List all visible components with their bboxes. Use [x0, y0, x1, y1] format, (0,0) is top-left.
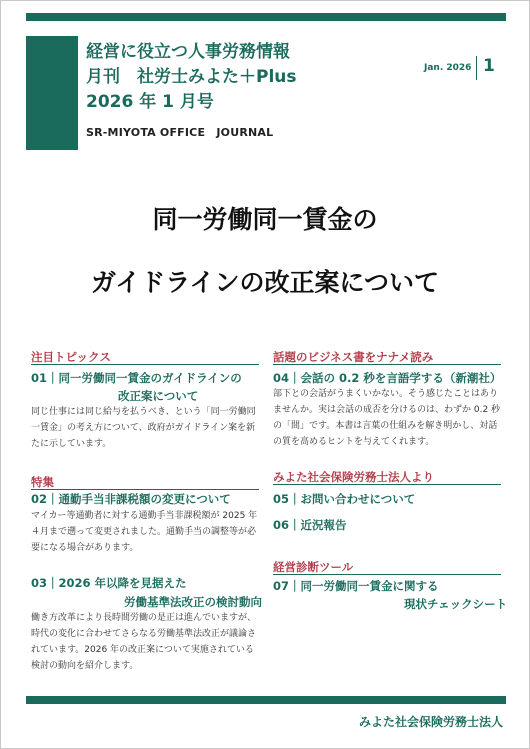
masthead-line3: 2026 年 1 月号: [86, 92, 214, 112]
section-diagnosis-heading: 経営診断ツール: [273, 560, 354, 574]
toc-item-01-cont: 改正案について: [118, 389, 199, 403]
toc-item-05: 05｜お問い合わせについて: [273, 492, 416, 506]
date-separator: [476, 56, 477, 80]
top-bar: [26, 13, 506, 21]
toc-item-01-summary: 同じ仕事には同じ給与を払うべき、という「同一労働同一賃金」の考え方について、政府がガイドライン案を新たに示しています。: [31, 407, 256, 449]
toc-item-06: 06｜近況報告: [273, 518, 347, 532]
footer-publisher: みよた社会保険労務士法人: [358, 715, 503, 729]
toc-item-02: 02｜通勤手当非課税額の変更について: [31, 492, 231, 506]
section-office-rule: [273, 484, 501, 485]
section-books-rule: [273, 364, 501, 365]
toc-item-04-summary: 部下との会話がうまくいかない。そう感じたことはありませんか。実は会話の成否を分けるのは、わずか 0.2 秒の「間」です。本書は言葉の仕組みを解き明かし、対話の質を高めるヒントを与えてくれます。: [273, 389, 501, 447]
section-special-rule: [31, 489, 259, 490]
toc-item-02-summary: マイカー等通勤者に対する通勤手当非課税額が 2025 年４月まで遡って変更されました。通勤手当の調整等が必要になる場合があります。: [31, 511, 258, 553]
toc-item-03-cont: 労働基準法改正の検討動向: [124, 595, 262, 609]
issue-number: 1: [483, 56, 495, 76]
main-title-line1: 同一労働同一賃金の: [152, 205, 378, 234]
toc-item-03: 03｜2026 年以降を見据えた: [31, 576, 187, 590]
section-books-heading: 話題のビジネス書をナナメ読み: [273, 350, 434, 364]
journal-name: SR-MIYOTA OFFICE JOURNAL: [86, 126, 274, 139]
bottom-bar: [26, 696, 506, 704]
toc-item-07-cont: 現状チェックシート: [404, 597, 508, 611]
section-featured-rule: [31, 364, 259, 365]
section-special-heading: 特集: [31, 475, 54, 489]
issue-date: Jan. 2026: [424, 63, 472, 73]
toc-item-07: 07｜同一労働同一賃金に関する: [273, 579, 439, 593]
main-title-line2: ガイドラインの改正案について: [90, 268, 439, 297]
section-featured-heading: 注目トピックス: [31, 350, 111, 364]
masthead-line1: 経営に役立つ人事労務情報: [86, 42, 290, 62]
section-diagnosis-rule: [273, 574, 501, 575]
toc-item-01: 01｜同一労働同一賃金のガイドラインの: [31, 371, 242, 385]
masthead-line2: 月刊 社労士みよた＋Plus: [86, 67, 297, 87]
toc-item-04: 04｜会話の 0.2 秒を言語学する（新潮社）: [273, 371, 502, 385]
masthead: [86, 40, 297, 115]
section-office-heading: みよた社会保険労務士法人より: [273, 470, 434, 484]
header-block: [26, 36, 78, 150]
toc-item-03-summary: 働き方改革により長時間労働の是正は進んでいますが、時代の変化に合わせてさらなる労働基準法改正が議論されています。2026 年の改正案について実施されている検討の動向を紹介します。: [31, 613, 257, 671]
